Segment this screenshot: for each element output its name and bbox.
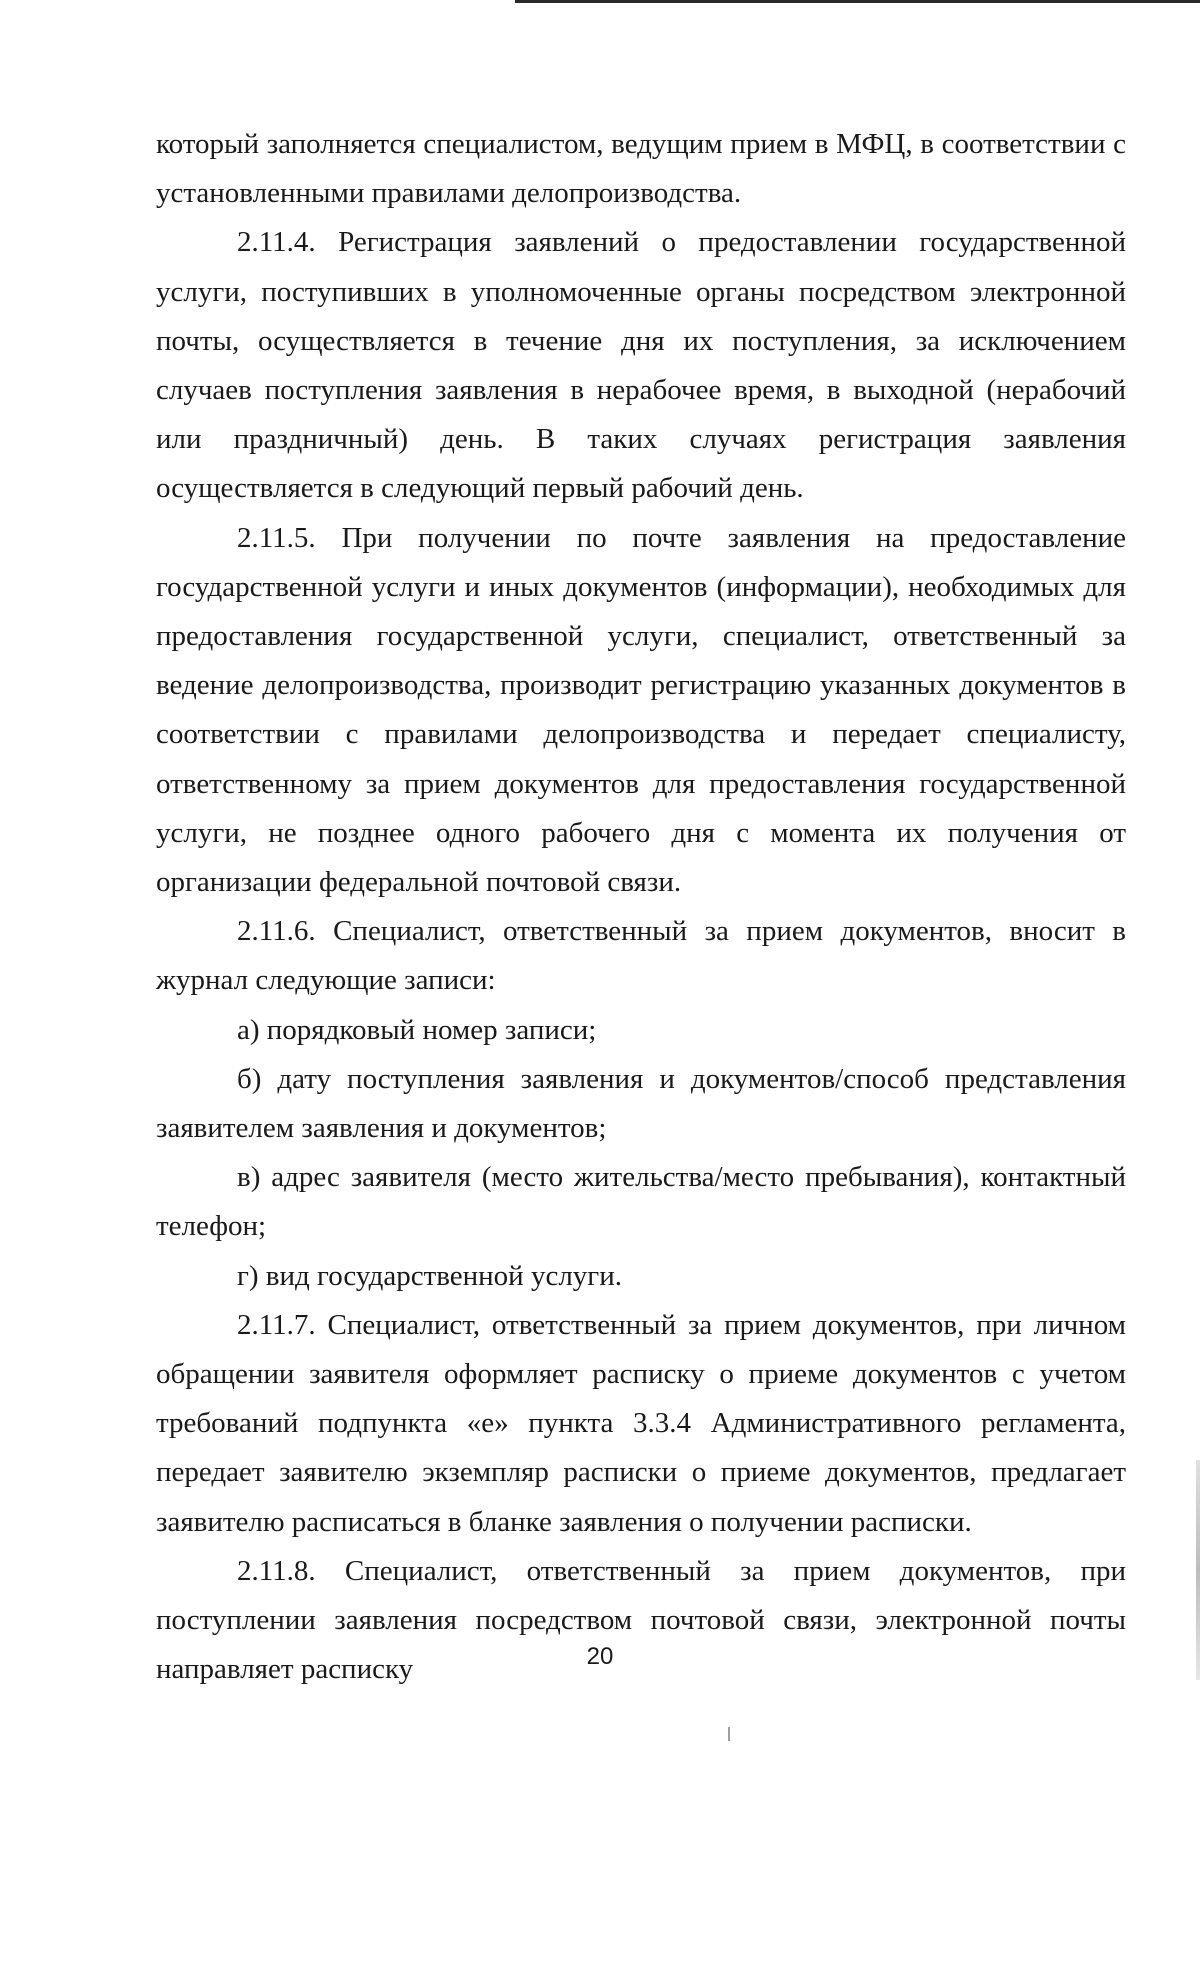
paragraph-2-11-5: 2.11.5. При получении по почте заявления на предоставление государственной услуги и иных документов (информации), необходимых для предоставления государственной услуги, специалист, ответственный за ведение делопроизводства, производит регистрацию указанных документов в соответствии с правилами делопроизводства и передает специалисту, ответственному за прием документов для предоставления государственной услуги, не позднее одного рабочего дня с момента их получения от организации федеральной почтовой связи. [156, 521, 1126, 899]
list-item-a: а) порядковый номер записи; [237, 1013, 597, 1046]
paragraph-continuation: который заполняется специалистом, ведущим прием в МФЦ, в соответствии с установленными правилами делопроизводства. [156, 128, 1126, 210]
scan-speck [728, 1727, 730, 1741]
list-item-v: в) адрес заявителя (место жительства/место пребывания), контактный телефон; [156, 1161, 1126, 1243]
page-number: 20 [586, 1643, 614, 1670]
paragraph-2-11-8: 2.11.8. Специалист, ответственный за прием документов, при поступлении заявления посредством почтовой связи, электронной почты направляет расписку [156, 1554, 1126, 1686]
paragraph-2-11-6: 2.11.6. Специалист, ответственный за прием документов, вносит в журнал следующие записи: [156, 915, 1126, 997]
paragraph-2-11-7: 2.11.7. Специалист, ответственный за прием документов, при личном обращении заявителя оформляет расписку о приеме документов с учетом требований подпункта «е» пункта 3.3.4 Административного регламента, передает заявителю экземпляр расписки о приеме документов, предлагает заявителю расписаться в бланке заявления о получении расписки. [156, 1308, 1126, 1538]
paragraph-2-11-4: 2.11.4. Регистрация заявлений о предоставлении государственной услуги, поступивших в уполномоченные органы посредством электронной почты, осуществляется в течение дня их поступления, за исключением случаев поступления заявления в нерабочее время, в выходной (нерабочий или праздничный) день. В таких случаях регистрация заявления осуществляется в следующий первый рабочий день. [156, 226, 1126, 505]
document-body [156, 120, 1126, 1695]
list-item-b: б) дату поступления заявления и документов/способ представления заявителем заявления и документов; [156, 1062, 1126, 1145]
scan-artifact-line [515, 0, 1200, 3]
list-item-g: г) вид государственной услуги. [237, 1259, 622, 1292]
